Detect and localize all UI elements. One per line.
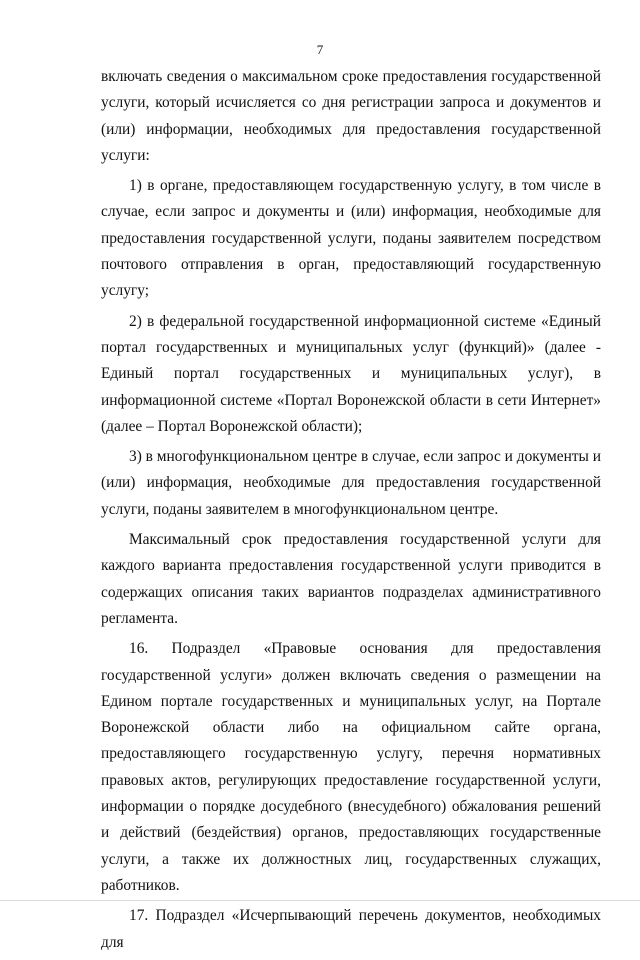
paragraph-item-2: 2) в федеральной государственной информационной системе «Единый портал государственных и муниципальных услуг (функций)» (далее - Единый портал государственных и муниципальных услуг), в информационной системе «Портал Воронежской области в сети Интернет» (далее – Портал Воронежской области); <box>101 312 601 435</box>
paragraph-max-term: Максимальный срок предоставления государственной услуги для каждого варианта предоставления государственной услуги приводится в содержащих описания таких вариантов подразделах административного регламента. <box>101 531 601 627</box>
paragraph-item-3: 3) в многофункциональном центре в случае, если запрос и документы и (или) информация, необходимые для предоставления государственной услуги, поданы заявителем в многофункциональном центре. <box>101 448 601 518</box>
page-bottom-edge <box>0 900 640 901</box>
paragraph-section-17: 17. Подраздел «Исчерпывающий перечень документов, необходимых для <box>101 907 601 951</box>
document-body <box>101 64 601 960</box>
paragraph-section-16: 16. Подраздел «Правовые основания для предоставления государственной услуги» должен включать сведения о размещении на Едином портале государственных и муниципальных услуг, на Портале Воронежской области либо на официальном сайте органа, предоставляющего государственную услугу, перечня нормативных правовых актов, регулирующих предоставление государственной услуги, информации о порядке досудебного (внесудебного) обжалования решений и действий (бездействия) органов, предоставляющих государственные услуги, а также их должностных лиц, государственных служащих, работников. <box>101 640 601 894</box>
paragraph-intro: включать сведения о максимальном сроке предоставления государственной услуги, который исчисляется со дня регистрации запроса и документов и (или) информации, необходимых для предоставления государственной услуги: <box>101 68 601 164</box>
page-number: 7 <box>316 42 324 57</box>
paragraph-item-1: 1) в органе, предоставляющем государственную услугу, в том числе в случае, если запрос и документы и (или) информация, необходимые для предоставления государственной услуги, поданы заявителем посредством почтового отправления в орган, предоставляющий государственную услугу; <box>101 177 601 300</box>
